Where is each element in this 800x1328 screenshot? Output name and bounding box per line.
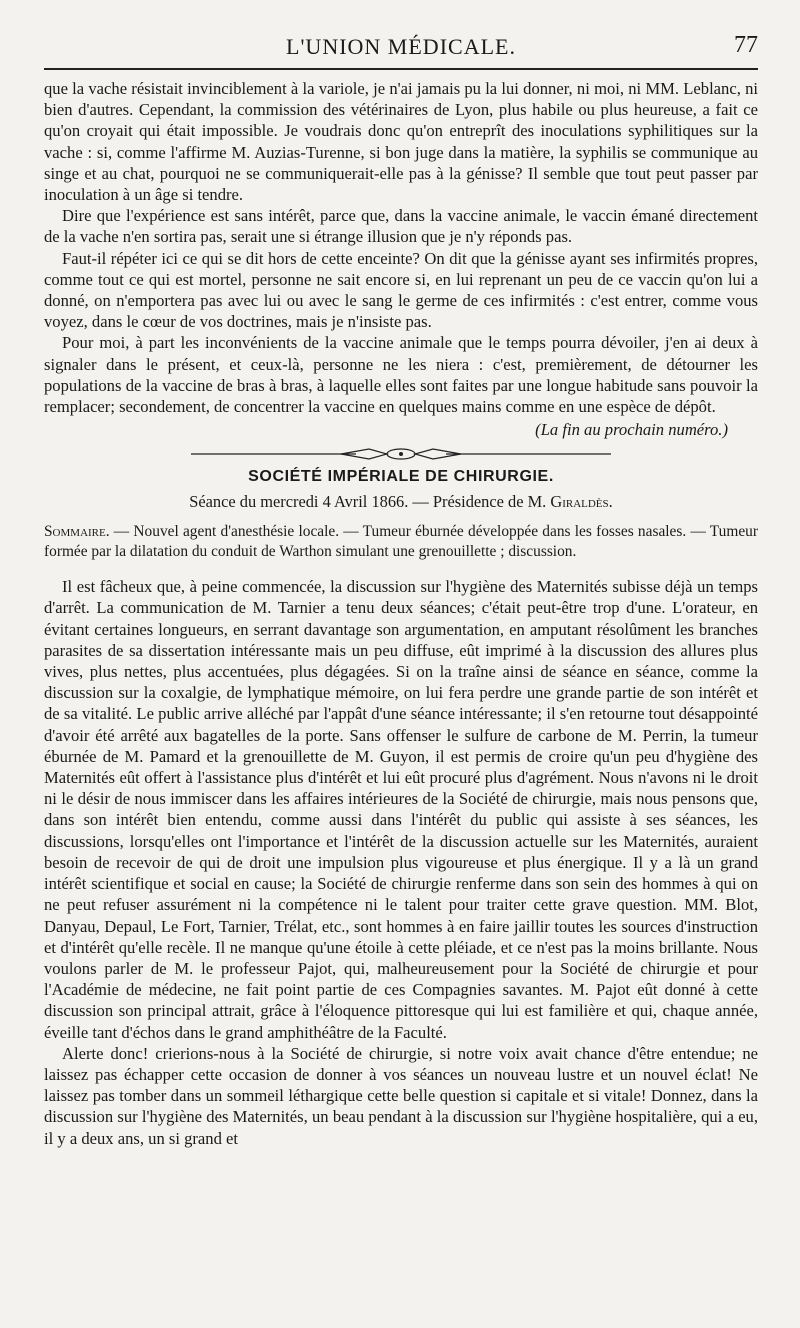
page-number: 77 xyxy=(734,32,758,58)
running-head xyxy=(44,30,758,66)
paragraph: Pour moi, à part les inconvénients de la vaccine animale que le temps pourra dévoiler, j'en ai deux à signaler dans le présent, et ceux-là, personne ne les niera : c'est, premièrement, de détourner les populations de la vaccine de bras à bras, à laquelle elles sont faites par une longue habitude sans pouvoir la remplacer; secondement, de concentrer la vaccine en quelques mains comme en une espèce de dépôt. xyxy=(44,333,758,417)
session-president: Giraldès. xyxy=(550,492,613,512)
article-signoff: (La fin au prochain numéro.) xyxy=(535,420,728,440)
section-body xyxy=(44,576,758,1148)
summary-text: — Nouvel agent d'anesthésie locale. — Tumeur éburnée développée dans les fosses nasales. — Tumeur formée par la dilatation du conduit de Warthon simulant une grenouillette ; discussion. xyxy=(44,523,758,561)
paragraph: Il est fâcheux que, à peine commencée, la discussion sur l'hygiène des Maternités subisse déjà un temps d'arrêt. La communication de M. Tarnier a tenu deux séances; c'était peut-être trop d'une. L'orateur, en évitant certaines longueurs, en serrant davantage son argumentation, en amputant résolûment les branches parasites de sa dissertation intéressante mais un peu diffuse, eût imprimé à la discussion des allures plus vives, plus nettes, plus accentuées, plus dégagées. Si on la traîne ainsi de séance en séance, comme la discussion sur la coxalgie, de lymphatique mémoire, on lui fera perdre une grande partie de son intérêt et de sa vitalité. Le public arrive alléché par l'appât d'une séance intéressante; il s'en retourne tout désappointé d'avoir été arrêté aux bagatelles de la porte. Sans offenser le sulfure de carbone de M. Perrin, la tumeur éburnée de M. Pamard et la grenouillette de M. Guyon, il est permis de croire qu'un peu d'hygiène des Maternités eût offert à l'assistance plus d'intérêt et lui eût procuré plus d'agrément. Nous n'avons ni le droit ni le désir de nous immiscer dans les affaires intérieures de la Société de chirurgie, mais nous pensons que, dans son intérêt bien entendu, comme aussi dans l'intérêt du public qui assiste à ses séances, les discussions, lorsqu'elles ont l'importance et l'intérêt de la discussion actuelle sur les Maternités, auraient besoin de recevoir de qui de droit une impulsion plus vigoureuse et plus énergique. Il y a là un grand intérêt scientifique et social en cause; la Société de chirurgie renferme dans son sein des hommes à qui on ne peut refuser assurément ni la compétence ni le talent pour traiter cette grave question. MM. Blot, Danyau, Depaul, Le Fort, Tarnier, Trélat, etc., sont hommes à en faire jaillir toutes les sources d'instruction et d'intérêt qu'elle recèle. Il ne manque qu'une étoile à cette pléiade, et ce n'est pas la moins brillante. Nous voulons parler de M. le professeur Pajot, qui, malheureusement pour la Société de chirurgie et pour l'Académie de médecine, ne fait point partie de ces Compagnies savantes. M. Pajot eût donné à cette discussion son principal attrait, grâce à l'éloquence pittoresque qui lui est familière et qui, chaque année, éveille tant d'échos dans le grand amphithéâtre de la Faculté. xyxy=(44,577,758,1042)
session-line xyxy=(44,492,758,512)
summary xyxy=(44,522,758,562)
paragraph: Alerte donc! crierions-nous à la Société de chirurgie, si notre voix avait chance d'être entendue; ne laissez pas échapper cette occasion de donner à vos séances un nouveau lustre et un nouvel éclat! Ne laissez pas tomber dans un sommeil léthargique cette belle question si capitale et si vitale! Donnez, dans la discussion sur l'hygiène des Maternités, un beau pendant à la discussion sur l'hygiène hospitalière, qui a eu, il y a deux ans, un si grand et xyxy=(44,1043,758,1148)
section-title: SOCIÉTÉ IMPÉRIALE DE CHIRURGIE. xyxy=(248,468,554,486)
continued-article xyxy=(44,78,758,440)
header-rule xyxy=(44,68,758,70)
journal-title: L'UNION MÉDICALE. xyxy=(286,34,516,59)
paragraph: que la vache résistait invinciblement à la variole, je n'ai jamais pu la lui donner, ni moi, ni MM. Leblanc, ni bien d'autres. Cependant, la commission des vétérinaires de Lyon, plus habile ou plus heureuse, a fait ce qu'on croyait qui était impossible. Je voudrais donc qu'on entreprît des inoculations syphilitiques sur la vache : si, comme l'affirme M. Auzias-Turenne, si bon juge dans la matière, la syphilis se communique au singe et au chat, pourquoi ne se communiquerait-elle pas à la génisse? Il semble que tout peut passer par inoculation à un âge si tendre. xyxy=(44,79,758,205)
summary-label: Sommaire. xyxy=(44,523,110,541)
paragraph: Dire que l'expérience est sans intérêt, parce que, dans la vaccine animale, le vaccin émané directement de la vache n'en sortira pas, serait une si étrange illusion que je n'y réponds pas. xyxy=(44,206,758,247)
section-divider-ornament xyxy=(191,446,611,462)
session-date: Séance du mercredi 4 Avril 1866. — Présidence de M. xyxy=(189,492,551,512)
paragraph: Faut-il répéter ici ce qui se dit hors de cette enceinte? On dit que la génisse ayant ses infirmités propres, comme tout ce qui est mortel, personne ne sait encore si, en lui reprenant un peu de ce vaccin qu'on lui a donné, on n'emportera pas avec lui ou avec le sang le germe de ces infirmités : c'est entrer, comme vous voyez, dans le cœur de vos doctrines, mais je n'insiste pas. xyxy=(44,248,758,332)
